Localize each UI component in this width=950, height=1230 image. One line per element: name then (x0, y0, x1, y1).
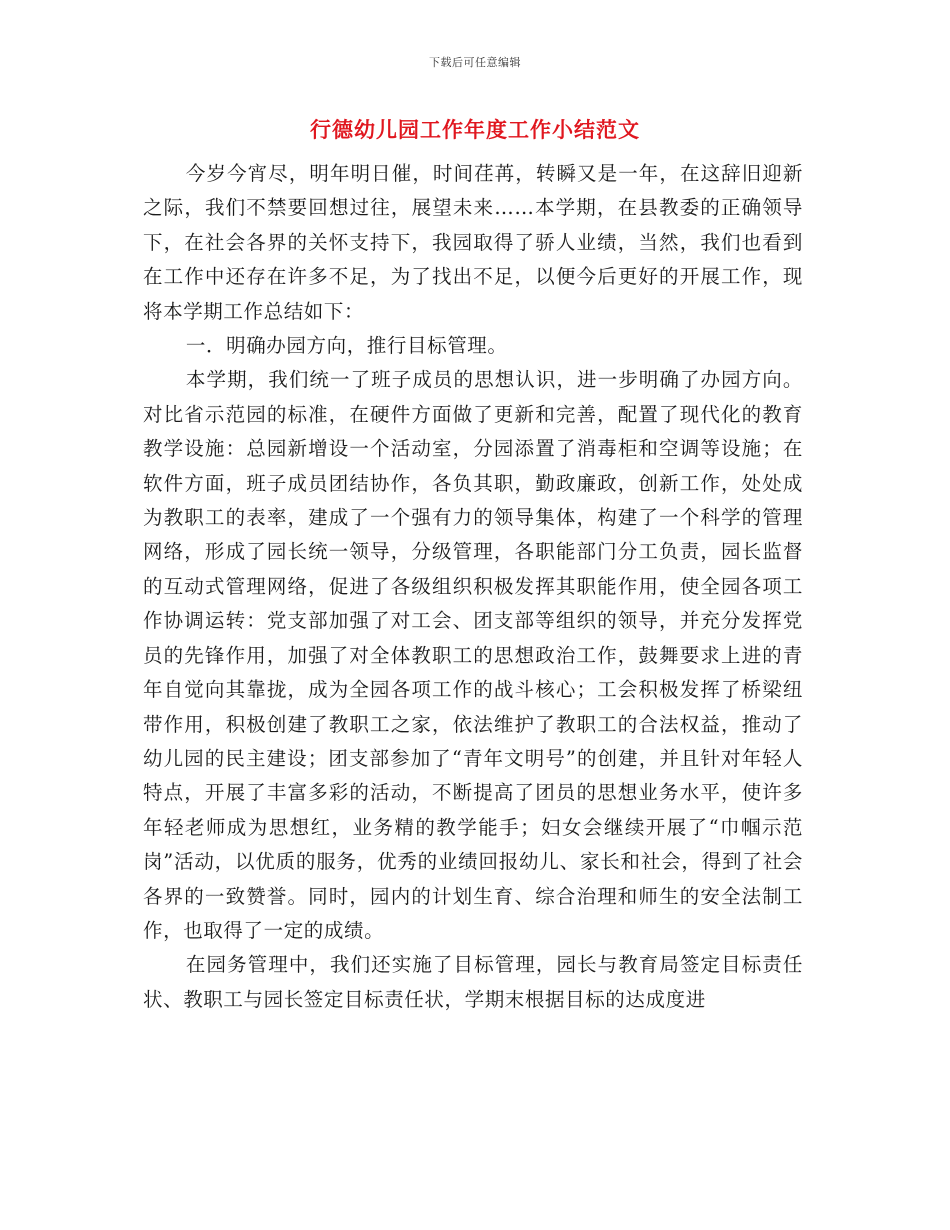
paragraph-intro: 今岁今宵尽，明年明日催，时间荏苒，转瞬又是一年，在这辞旧迎新之际，我们不禁要回想过往，展望未来……本学期，在县教委的正确领导下，在社会各界的关怀支持下，我园取得了骄人业绩，当然，我们也看到在工作中还存在许多不足，为了找出不足，以便今后更好的开展工作，现将本学期工作总结如下： (143, 162, 803, 323)
paragraph-target-management: 在园务管理中，我们还实施了目标管理，园长与教育局签定目标责任状、教职工与园长签定目标责任状，学期末根据目标的达成度进 (143, 953, 803, 1011)
header-note: 下载后可任意编辑 (429, 56, 521, 69)
document-title: 行德幼儿园工作年度工作小结范文 (310, 117, 640, 142)
paragraph-heading-1: 一．明确办园方向，推行目标管理。 (185, 334, 508, 358)
paragraph-management: 本学期，我们统一了班子成员的思想认识，进一步明确了办园方向。对比省示范园的标准，在硬件方面做了更新和完善，配置了现代化的教育教学设施：总园新增设一个活动室，分园添置了消毒柜和空调等设施；在软件方面，班子成员团结协作，各负其职，勤政廉政，创新工作，处处成为教职工的表率，建成了一个强有力的领导集体，构建了一个科学的管理网络，形成了园长统一领导，分级管理，各职能部门分工负责，园长监督的互动式管理网络，促进了各级组织积极发挥其职能作用，使全园各项工作协调运转：党支部加强了对工会、团支部等组织的领导，并充分发挥党员的先锋作用，加强了对全体教职工的思想政治工作，鼓舞要求上进的青年自觉向其靠拢，成为全园各项工作的战斗核心；工会积极发挥了桥梁纽带作用，积极创建了教职工之家，依法维护了教职工的合法权益，推动了幼儿园的民主建设；团支部参加了“青年文明号”的创建，并且针对年轻人特点，开展了丰富多彩的活动，不断提高了团员的思想业务水平，使许多年轻老师成为思想红，业务精的教学能手；妇女会继续开展了“巾帼示范岗”活动，以优质的服务，优秀的业绩回报幼儿、家长和社会，得到了社会各界的一致赞誉。同时，园内的计划生育、综合治理和师生的安全法制工作，也取得了一定的成绩。 (143, 368, 803, 942)
document-body (143, 157, 803, 1017)
